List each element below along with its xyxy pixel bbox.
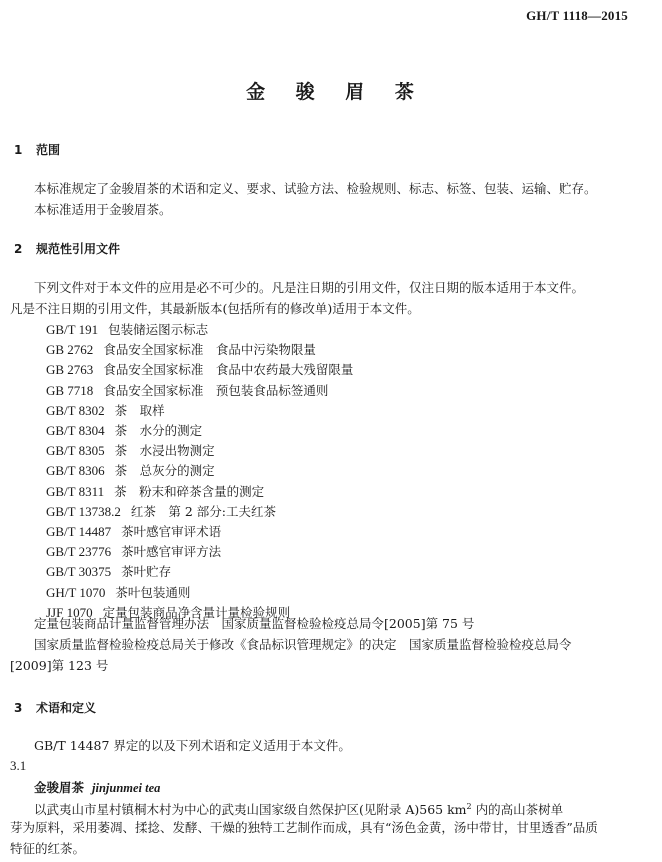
reference-item xyxy=(46,360,353,378)
definition-text-a: 以武夷山市星村镇桐木村为中心的武夷山国家级自然保护区(见附录 A)565 km xyxy=(34,802,467,818)
reference-title: 茶 粉末和碎茶含量的测定 xyxy=(114,483,265,499)
section-number: 1 xyxy=(14,143,23,157)
term-heading xyxy=(34,778,160,796)
reference-code: GB/T 191 xyxy=(46,322,99,337)
reference-title: 茶 水浸出物测定 xyxy=(114,443,215,459)
reference-title: 食品安全国家标准 食品中污染物限量 xyxy=(103,342,316,358)
reference-code: GB/T 8305 xyxy=(46,443,105,459)
reference-title: 茶叶包装通则 xyxy=(115,584,191,600)
definition-line-3: 特征的红茶。 xyxy=(10,841,86,856)
reference-regulation-1: 定量包装商品计量监督管理办法 国家质量监督检验检疫总局令[2005]第 75 号 xyxy=(34,616,475,631)
reference-title: 食品安全国家标准 食品中农药最大残留限量 xyxy=(103,362,354,378)
definition-text-b: 内的高山茶树单 xyxy=(471,802,564,818)
section-2-heading xyxy=(14,240,120,257)
reference-code: GB 2763 xyxy=(46,362,94,378)
reference-regulation-2-line-2: [2009]第 123 号 xyxy=(10,658,109,673)
reference-code: GB/T 23776 xyxy=(46,544,112,560)
section-title: 术语和定义 xyxy=(36,701,97,715)
term-chinese: 金骏眉茶 xyxy=(34,780,85,795)
reference-item xyxy=(46,502,276,520)
reference-title: 红茶 第 2 部分:工夫红茶 xyxy=(130,503,277,519)
reference-code: GB/T 14487 xyxy=(46,524,112,539)
section-1-heading xyxy=(14,141,60,158)
section-title: 规范性引用文件 xyxy=(36,242,121,256)
terms-intro: GB/T 14487 界定的以及下列术语和定义适用于本文件。 xyxy=(34,738,351,753)
references-intro-line-2: 凡是不注日期的引用文件，其最新版本(包括所有的修改单)适用于本文件。 xyxy=(10,301,420,316)
reference-item xyxy=(46,542,221,560)
reference-regulation-2-line-1: 国家质量监督检验检疫总局关于修改《食品标识管理规定》的决定 国家质量监督检验检疫总局令 xyxy=(34,637,572,652)
section-number: 3 xyxy=(14,701,23,715)
reference-item xyxy=(46,381,328,399)
reference-title: 茶叶感官审评方法 xyxy=(121,544,222,560)
standard-code: GH/T 1118—2015 xyxy=(526,8,628,23)
reference-item xyxy=(46,340,316,358)
reference-code: GB/T 8302 xyxy=(46,402,105,418)
reference-title: 茶 取样 xyxy=(114,402,165,418)
reference-code: GB/T 8311 xyxy=(46,483,105,499)
reference-code: GB 2762 xyxy=(46,342,94,358)
definition-line-2: 芽为原料，采用萎凋、揉捻、发酵、干燥的独特工艺制作而成，具有“汤色金黄，汤中带甘，甘里透香”品质 xyxy=(10,820,598,835)
reference-code: GB/T 13738.2 xyxy=(46,503,121,519)
scope-paragraph-2: 本标准适用于金骏眉茶。 xyxy=(34,202,172,217)
term-english: jinjunmei tea xyxy=(92,781,161,795)
reference-title: 茶 总灰分的测定 xyxy=(114,463,215,479)
reference-item xyxy=(46,401,165,419)
section-number: 2 xyxy=(14,242,23,256)
reference-item xyxy=(46,421,202,439)
reference-title: 茶 水分的测定 xyxy=(114,423,203,438)
reference-title: 包装储运图示标志 xyxy=(108,322,209,337)
references-intro-line-1: 下列文件对于本文件的应用是必不可少的。凡是注日期的引用文件，仅注日期的版本适用于本文件。 xyxy=(34,280,585,295)
section-title: 范围 xyxy=(36,143,61,157)
reference-item xyxy=(46,320,208,338)
term-number: 3.1 xyxy=(10,758,27,773)
reference-item xyxy=(46,522,221,540)
reference-item xyxy=(46,461,215,479)
reference-item xyxy=(46,583,190,601)
section-3-heading xyxy=(14,699,96,716)
reference-code: JJF 1070 xyxy=(46,604,93,620)
reference-code: GB/T 30375 xyxy=(46,564,112,580)
reference-code: GB/T 8306 xyxy=(46,463,105,479)
reference-item xyxy=(46,441,215,459)
reference-item xyxy=(46,482,264,500)
superscript: 2 xyxy=(466,802,472,811)
reference-code: GB 7718 xyxy=(46,382,94,398)
page-title: 金 骏 眉 茶 xyxy=(246,81,426,103)
reference-code: GB/T 8304 xyxy=(46,423,105,438)
reference-title: 食品安全国家标准 预包装食品标签通则 xyxy=(103,382,329,398)
scope-paragraph-1: 本标准规定了金骏眉茶的术语和定义、要求、试验方法、检验规则、标志、标签、包装、运输、贮存。 xyxy=(34,181,597,196)
reference-title: 茶叶贮存 xyxy=(121,564,172,580)
reference-item xyxy=(46,562,171,580)
reference-code: GH/T 1070 xyxy=(46,584,106,600)
reference-title: 茶叶感官审评术语 xyxy=(121,524,222,539)
reference-title: 定量包装商品净含量计量检验规则 xyxy=(102,604,291,620)
